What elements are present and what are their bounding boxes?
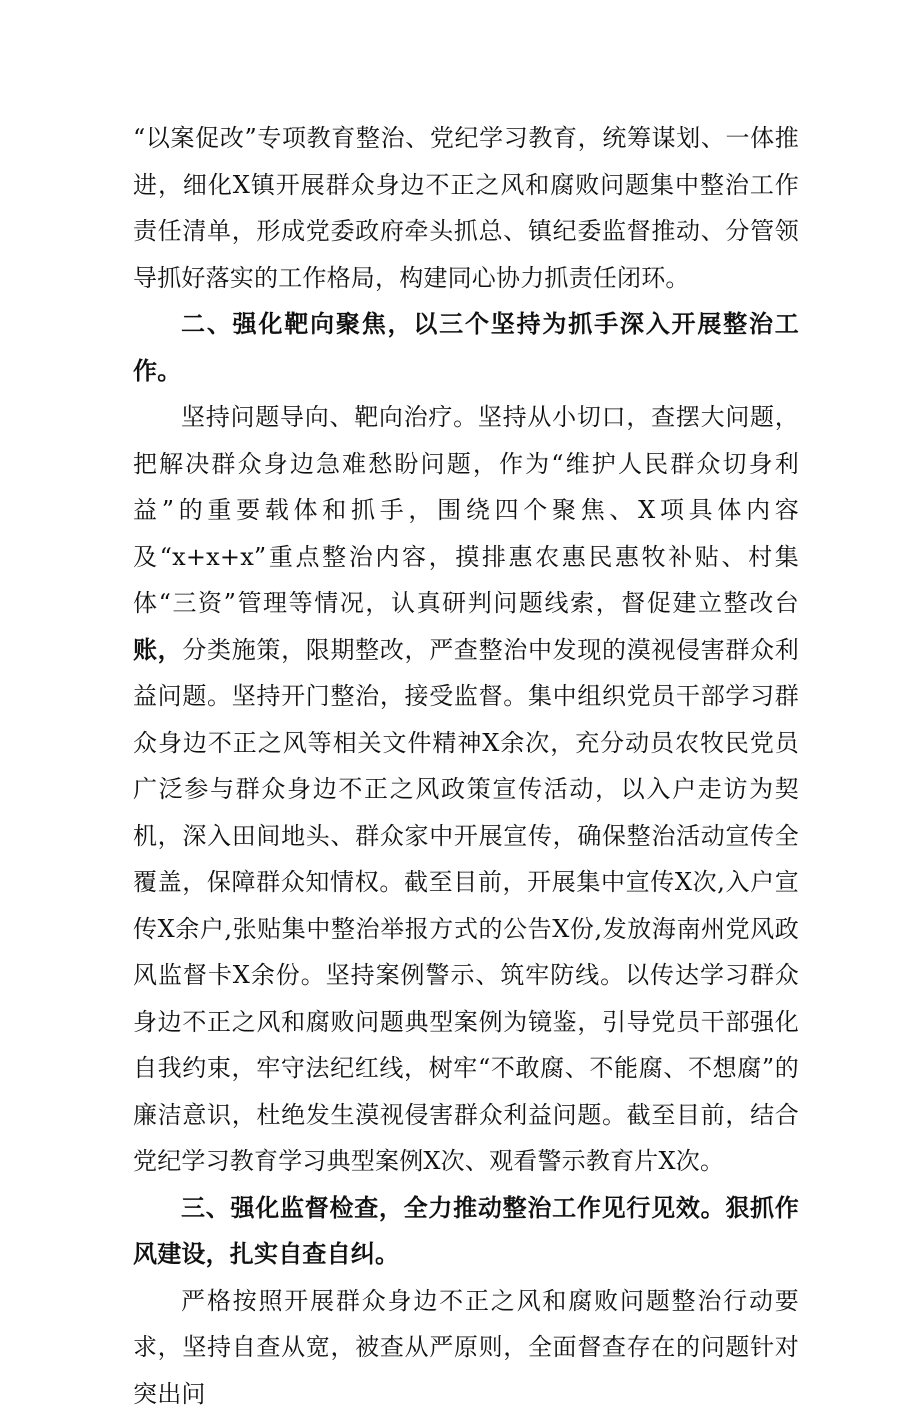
paragraph-self-inspection: 严格按照开展群众身边不正之风和腐败问题整治行动要求，坚持自查从宽，被查从严原则，全面督查存在的问题针对突出问 [133, 1278, 799, 1417]
paragraph-three-adherences [133, 394, 799, 1185]
paragraph-text-part-two: 分类施策，限期整改，严查整治中发现的漠视侵害群众利益问题。坚持开门整治，接受监督。集中组织党员干部学习群众身边不正之风等相关文件精神X余次，充分动员农牧民党员广泛参与群众身边不正之风政策宣传活动，以入户走访为契机，深入田间地头、群众家中开展宣传，确保整治活动宣传全覆盖，保障群众知情权。截至目前，开展集中宣传X次,入户宣传X余户,张贴集中整治举报方式的公告X份,发放海南州党风政风监督卡X余份。坚持案例警示、筑牢防线。以传达学习群众身边不正之风和腐败问题典型案例为镜鉴，引导党员干部强化自我约束，牢守法纪红线，树牢“不敢腐、不能腐、不想腐”的廉洁意识，杜绝发生漠视侵害群众利益问题。截至目前，结合党纪学习教育学习典型案例X次、观看警示教育片X次。 [133, 636, 799, 1176]
document-body [133, 115, 799, 1417]
paragraph-text-part-one: 坚持问题导向、靶向治疗。坚持从小切口，查摆大问题，把解决群众身边急难愁盼问题，作为“维护人民群众切身利益”的重要载体和抓手，围绕四个聚焦、X项具体内容及“x+x+x”重点整治内容，摸排惠农惠民惠牧补贴、村集体“三资”管理等情况，认真研判问题线索，督促建立整改台 [133, 403, 799, 617]
section-heading-three: 三、强化监督检查，全力推动整治工作见行见效。狠抓作风建设，扎实自查自纠。 [133, 1185, 799, 1278]
paragraph-responsibility: “以案促改”专项教育整治、党纪学习教育，统筹谋划、一体推进，细化X镇开展群众身边不正之风和腐败问题集中整治工作责任清单，形成党委政府牵头抓总、镇纪委监督推动、分管领导抓好落实的工作格局，构建同心协力抓责任闭环。 [133, 115, 799, 301]
section-heading-two: 二、强化靶向聚焦，以三个坚持为抓手深入开展整治工作。 [133, 301, 799, 394]
paragraph-text-bold: 账， [133, 635, 182, 664]
